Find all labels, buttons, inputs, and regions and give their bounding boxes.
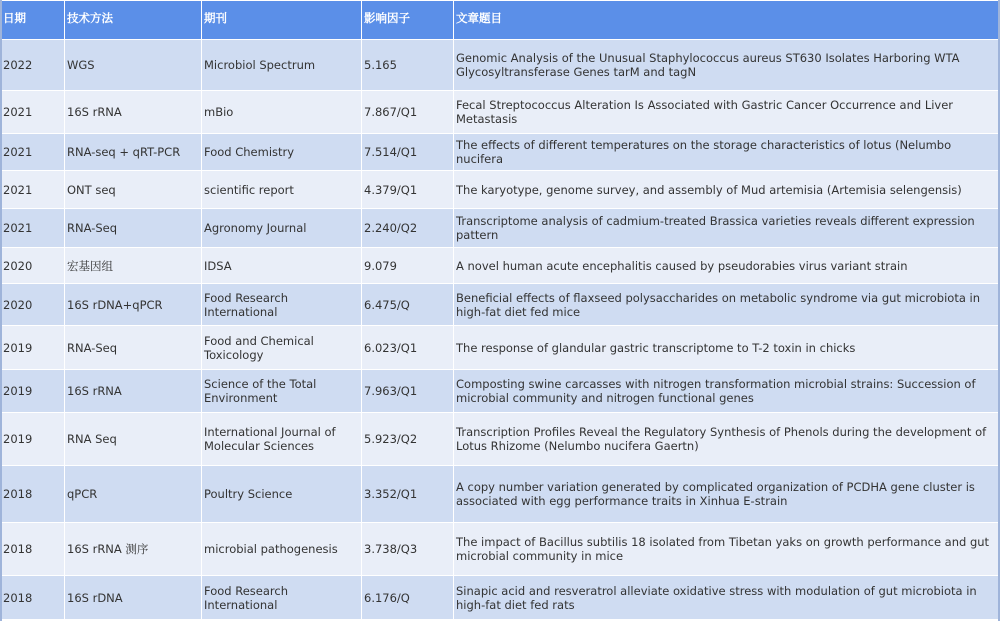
cell-impact-factor: 7.867/Q1 [362,91,454,134]
cell-journal: International Journal of Molecular Sciences [202,413,362,466]
cell-journal: Food Research International [202,576,362,620]
cell-article-title: Transcription Profiles Reveal the Regulatory Synthesis of Phenols during the development of Lotus Rhizome (Nelumbo nucifera Gaertn) [454,413,1000,466]
header-journal: 期刊 [202,1,362,40]
cell-date: 2018 [1,523,65,576]
cell-article-title: A novel human acute encephalitis caused by pseudorabies virus variant strain [454,248,1000,284]
cell-article-title: The impact of Bacillus subtilis 18 isolated from Tibetan yaks on growth performance and gut microbial community in mice [454,523,1000,576]
cell-impact-factor: 5.165 [362,40,454,91]
cell-journal: mBio [202,91,362,134]
cell-method: 16S rDNA [65,576,202,620]
cell-date: 2021 [1,209,65,248]
cell-date: 2021 [1,91,65,134]
cell-impact-factor: 9.079 [362,248,454,284]
table-row [1,466,1000,523]
cell-method: RNA-Seq [65,209,202,248]
table-row [1,370,1000,413]
cell-article-title: The response of glandular gastric transcriptome to T-2 toxin in chicks [454,326,1000,370]
cell-method: qPCR [65,466,202,523]
cell-impact-factor: 6.176/Q [362,576,454,620]
table-left-border [0,0,2,621]
cell-method: 16S rRNA [65,370,202,413]
cell-impact-factor: 6.023/Q1 [362,326,454,370]
cell-date: 2021 [1,171,65,209]
header-article-title: 文章题目 [454,1,1000,40]
table-row [1,523,1000,576]
cell-article-title: Beneficial effects of flaxseed polysaccharides on metabolic syndrome via gut microbiota in high-fat diet fed mice [454,284,1000,326]
header-impact-factor: 影响因子 [362,1,454,40]
table-row [1,576,1000,620]
cell-journal: scientific report [202,171,362,209]
cell-journal: IDSA [202,248,362,284]
cell-journal: Agronomy Journal [202,209,362,248]
cell-method: 宏基因组 [65,248,202,284]
cell-article-title: The effects of different temperatures on the storage characteristics of lotus (Nelumbo nucifera [454,134,1000,171]
cell-method: 16S rDNA+qPCR [65,284,202,326]
table-row [1,248,1000,284]
table-row [1,40,1000,91]
cell-impact-factor: 4.379/Q1 [362,171,454,209]
cell-date: 2019 [1,370,65,413]
cell-journal: Food Chemistry [202,134,362,171]
cell-impact-factor: 6.475/Q [362,284,454,326]
cell-journal: Food Research International [202,284,362,326]
table-row [1,91,1000,134]
cell-method: 16S rRNA 测序 [65,523,202,576]
cell-method: WGS [65,40,202,91]
cell-impact-factor: 3.738/Q3 [362,523,454,576]
cell-date: 2021 [1,134,65,171]
cell-method: RNA-seq + qRT-PCR [65,134,202,171]
header-method: 技术方法 [65,1,202,40]
cell-impact-factor: 7.514/Q1 [362,134,454,171]
cell-date: 2022 [1,40,65,91]
table-row [1,134,1000,171]
cell-method: ONT seq [65,171,202,209]
table-row [1,284,1000,326]
cell-impact-factor: 3.352/Q1 [362,466,454,523]
table-row [1,209,1000,248]
table-row [1,413,1000,466]
cell-journal: microbial pathogenesis [202,523,362,576]
cell-journal: Microbiol Spectrum [202,40,362,91]
table-header-row [1,1,1000,40]
cell-method: RNA-Seq [65,326,202,370]
cell-date: 2018 [1,576,65,620]
table-row [1,326,1000,370]
cell-article-title: The karyotype, genome survey, and assembly of Mud artemisia (Artemisia selengensis) [454,171,1000,209]
cell-date: 2019 [1,413,65,466]
cell-impact-factor: 5.923/Q2 [362,413,454,466]
cell-method: 16S rRNA [65,91,202,134]
cell-journal: Science of the Total Environment [202,370,362,413]
cell-method: RNA Seq [65,413,202,466]
cell-impact-factor: 2.240/Q2 [362,209,454,248]
cell-article-title: Fecal Streptococcus Alteration Is Associated with Gastric Cancer Occurrence and Liver Metastasis [454,91,1000,134]
cell-date: 2019 [1,326,65,370]
cell-impact-factor: 7.963/Q1 [362,370,454,413]
cell-date: 2020 [1,248,65,284]
cell-article-title: Composting swine carcasses with nitrogen transformation microbial strains: Succession of microbial community and nitrogen functional genes [454,370,1000,413]
cell-article-title: A copy number variation generated by complicated organization of PCDHA gene cluster is associated with egg performance traits in Xinhua E-strain [454,466,1000,523]
cell-article-title: Sinapic acid and resveratrol alleviate oxidative stress with modulation of gut microbiota in high-fat diet fed rats [454,576,1000,620]
cell-date: 2020 [1,284,65,326]
cell-article-title: Transcriptome analysis of cadmium‑treated Brassica varieties reveals different expression pattern [454,209,1000,248]
cell-article-title: Genomic Analysis of the Unusual Staphylococcus aureus ST630 Isolates Harboring WTA Glycosyltransferase Genes tarM and tagN [454,40,1000,91]
cell-journal: Poultry Science [202,466,362,523]
cell-journal: Food and Chemical Toxicology [202,326,362,370]
table-row [1,171,1000,209]
cell-date: 2018 [1,466,65,523]
header-date: 日期 [1,1,65,40]
